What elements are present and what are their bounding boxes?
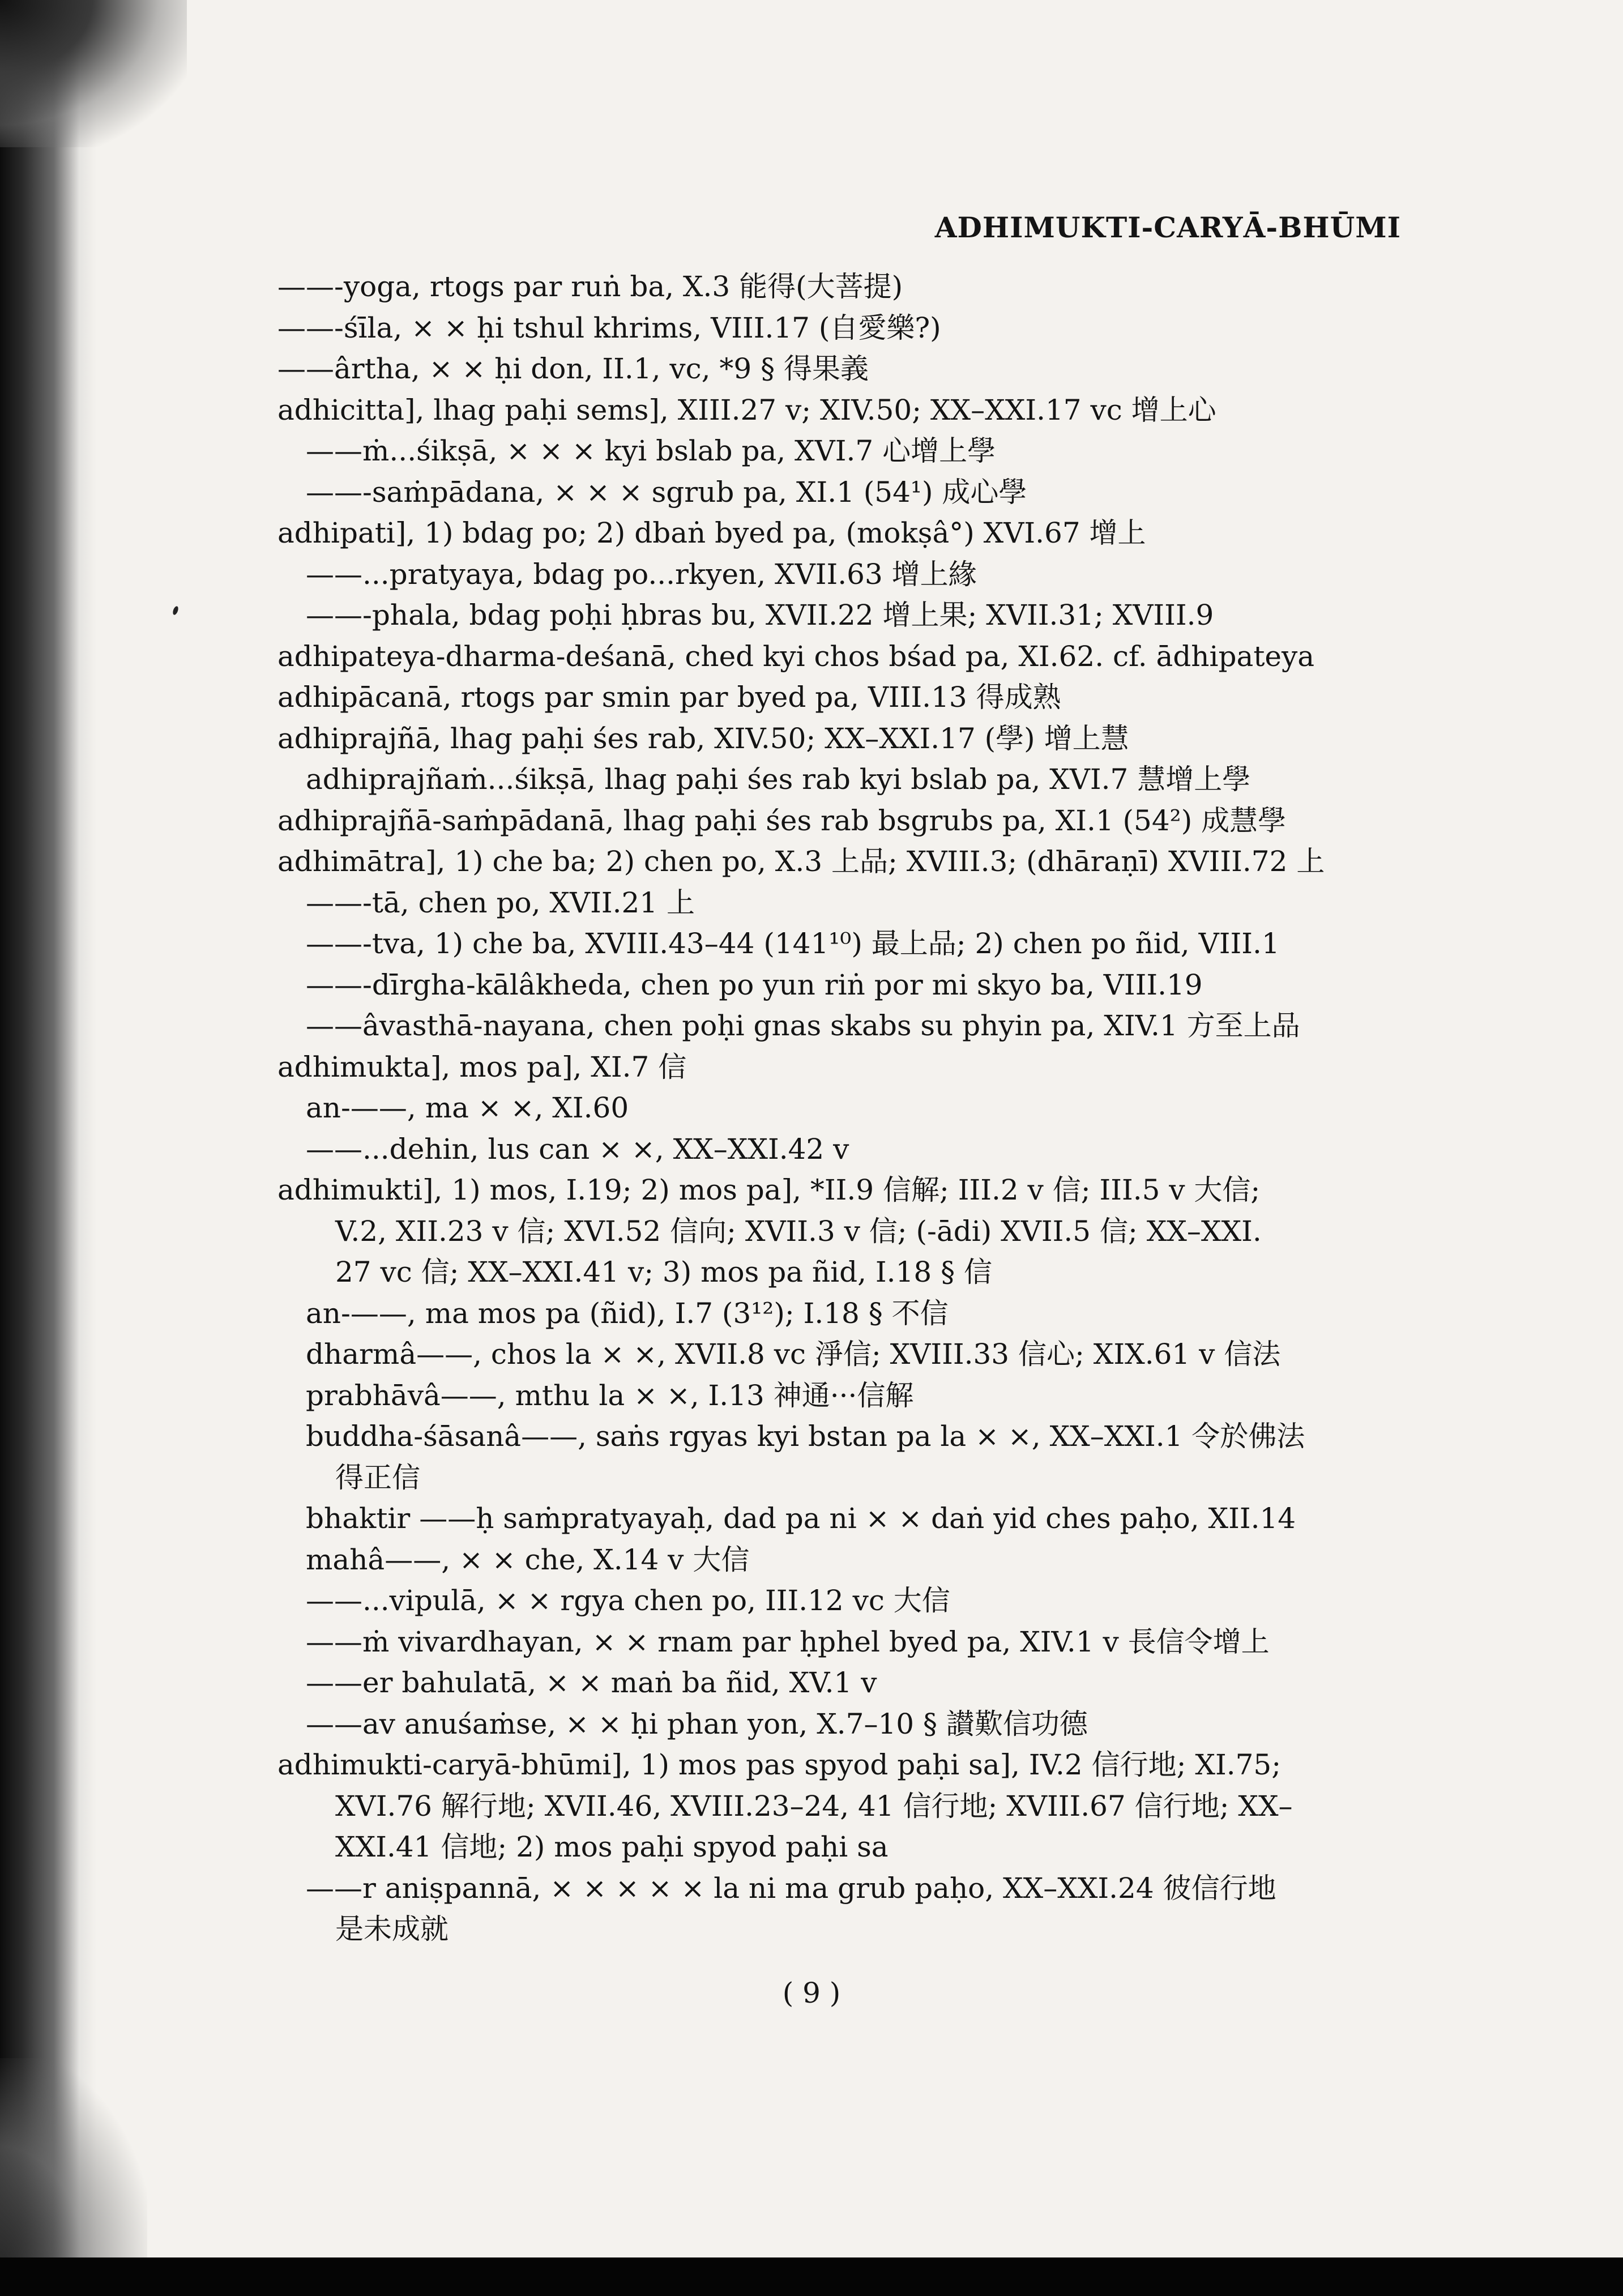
entry-line: ——-yoga, rtogs par ruṅ ba, X.3 能得(大菩提) bbox=[277, 270, 903, 303]
entry-line: bhaktir ——ḥ saṁpratyayaḥ, dad pa ni × × daṅ yid ches paḥo, XII.14 bbox=[306, 1502, 1296, 1535]
scan-shadow-bottom bbox=[0, 2257, 1623, 2296]
entry-line: buddha-śāsanâ——, saṅs rgyas kyi bstan pa la × ×, XX–XXI.1 令於佛法 bbox=[306, 1420, 1305, 1453]
glossary-entries bbox=[277, 266, 1399, 1950]
entry-line: 得正信 bbox=[335, 1461, 420, 1494]
entry-line: ——ṁ...śikṣā, × × × kyi bslab pa, XVI.7 心增上學 bbox=[306, 434, 996, 467]
entry-line: adhimātra], 1) che ba; 2) chen po, X.3 上品; XVIII.3; (dhāraṇī) XVIII.72 上 bbox=[277, 845, 1325, 878]
entry-line: ——ṁ vivardhayan, × × rnam par ḥphel byed pa, XIV.1 v 長信令增上 bbox=[306, 1625, 1270, 1658]
entry-line: ——-phala, bdag poḥi ḥbras bu, XVII.22 增上果; XVII.31; XVIII.9 bbox=[306, 599, 1214, 631]
scan-shadow-bottom-corner bbox=[0, 2058, 147, 2262]
entry-line: mahâ——, × × che, X.14 v 大信 bbox=[306, 1543, 750, 1576]
entry-line: adhipācanā, rtogs par smin par byed pa, VIII.13 得成熟 bbox=[277, 681, 1061, 714]
entry-line: ——ârtha, × × ḥi don, II.1, vc, *9 § 得果義 bbox=[277, 352, 869, 385]
entry-line: dharmâ——, chos la × ×, XVII.8 vc 淨信; XVIII.33 信心; XIX.61 v 信法 bbox=[306, 1338, 1281, 1371]
entry-line: ——âvasthā-nayana, chen poḥi gnas skabs su phyin pa, XIV.1 方至上品 bbox=[306, 1009, 1300, 1042]
entry-line: adhimukta], mos pa], XI.7 信 bbox=[277, 1050, 687, 1083]
entry-line: adhimukti], 1) mos, I.19; 2) mos pa], *II.9 信解; III.2 v 信; III.5 v 大信; bbox=[277, 1173, 1261, 1206]
entry-line: adhipateya-dharma-deśanā, ched kyi chos bśad pa, XI.62. cf. ādhipateya bbox=[277, 639, 1315, 673]
entry-line: ——-tā, chen po, XVII.21 上 bbox=[306, 886, 695, 919]
entry-line: prabhāvâ——, mthu la × ×, I.13 神通···信解 bbox=[306, 1379, 914, 1412]
entry-line: adhiprajñā, lhag paḥi śes rab, XIV.50; XX–XXI.17 (學) 增上慧 bbox=[277, 722, 1129, 755]
entry-line: ——-śīla, × × ḥi tshul khrims, VIII.17 (自愛樂?) bbox=[277, 311, 941, 344]
entry-line: ——av anuśaṁse, × × ḥi phan yon, X.7–10 § 讃歎信功德 bbox=[306, 1707, 1088, 1740]
entry-line: ——-dīrgha-kālâkheda, chen po yun riṅ por mi skyo ba, VIII.19 bbox=[306, 968, 1203, 1001]
entry-line: ——...pratyaya, bdag po...rkyen, XVII.63 增上緣 bbox=[306, 557, 977, 591]
entry-line: an-——, ma × ×, XI.60 bbox=[306, 1091, 629, 1124]
entry-line: ——...vipulā, × × rgya chen po, III.12 vc 大信 bbox=[306, 1584, 950, 1617]
entry-line: adhicitta], lhag paḥi sems], XIII.27 v; XIV.50; XX–XXI.17 vc 增上心 bbox=[277, 393, 1216, 426]
entry-line: 是未成就 bbox=[335, 1913, 449, 1945]
entry-line: ——...dehin, lus can × ×, XX–XXI.42 v bbox=[306, 1132, 849, 1166]
entry-line: 27 vc 信; XX–XXI.41 v; 3) mos pa ñid, I.18 § 信 bbox=[335, 1256, 992, 1288]
page-number: ( 9 ) bbox=[782, 1977, 841, 2009]
entry-line: ——-tva, 1) che ba, XVIII.43–44 (141¹⁰) 最上品; 2) chen po ñid, VIII.1 bbox=[306, 927, 1280, 960]
scan-shadow-left bbox=[0, 0, 96, 2296]
entry-line: adhiprajñaṁ...śikṣā, lhag paḥi śes rab kyi bslab pa, XVI.7 慧增上學 bbox=[306, 763, 1251, 796]
entry-line: adhimukti-caryā-bhūmi], 1) mos pas spyod paḥi sa], IV.2 信行地; XI.75; bbox=[277, 1748, 1282, 1781]
entry-line: ——-saṁpādana, × × × sgrub pa, XI.1 (54¹) 成心學 bbox=[306, 475, 1027, 509]
entry-line: ——r aniṣpannā, × × × × × la ni ma grub paḥo, XX–XXI.24 彼信行地 bbox=[306, 1871, 1276, 1905]
entry-line: adhipati], 1) bdag po; 2) dbaṅ byed pa, (mokṣâ°) XVI.67 增上 bbox=[277, 517, 1146, 549]
scan-shadow-top-corner bbox=[0, 0, 187, 147]
entry-line: an-——, ma mos pa (ñid), I.7 (3¹²); I.18 § 不信 bbox=[306, 1296, 949, 1330]
entry-line: ——er bahulatā, × × maṅ ba ñid, XV.1 v bbox=[306, 1666, 877, 1699]
running-head: ADHIMUKTI-CARYĀ-BHŪMI bbox=[934, 211, 1401, 244]
entry-line: V.2, XII.23 v 信; XVI.52 信向; XVII.3 v 信; (-ādi) XVII.5 信; XX–XXI. bbox=[335, 1214, 1262, 1248]
entry-line: XVI.76 解行地; XVII.46, XVIII.23–24, 41 信行地; XVIII.67 信行地; XX– bbox=[335, 1789, 1293, 1823]
scan-speck bbox=[172, 605, 180, 616]
entry-line: XXI.41 信地; 2) mos paḥi spyod paḥi sa bbox=[335, 1830, 889, 1863]
entry-line: adhiprajñā-saṁpādanā, lhag paḥi śes rab bsgrubs pa, XI.1 (54²) 成慧學 bbox=[277, 804, 1287, 837]
